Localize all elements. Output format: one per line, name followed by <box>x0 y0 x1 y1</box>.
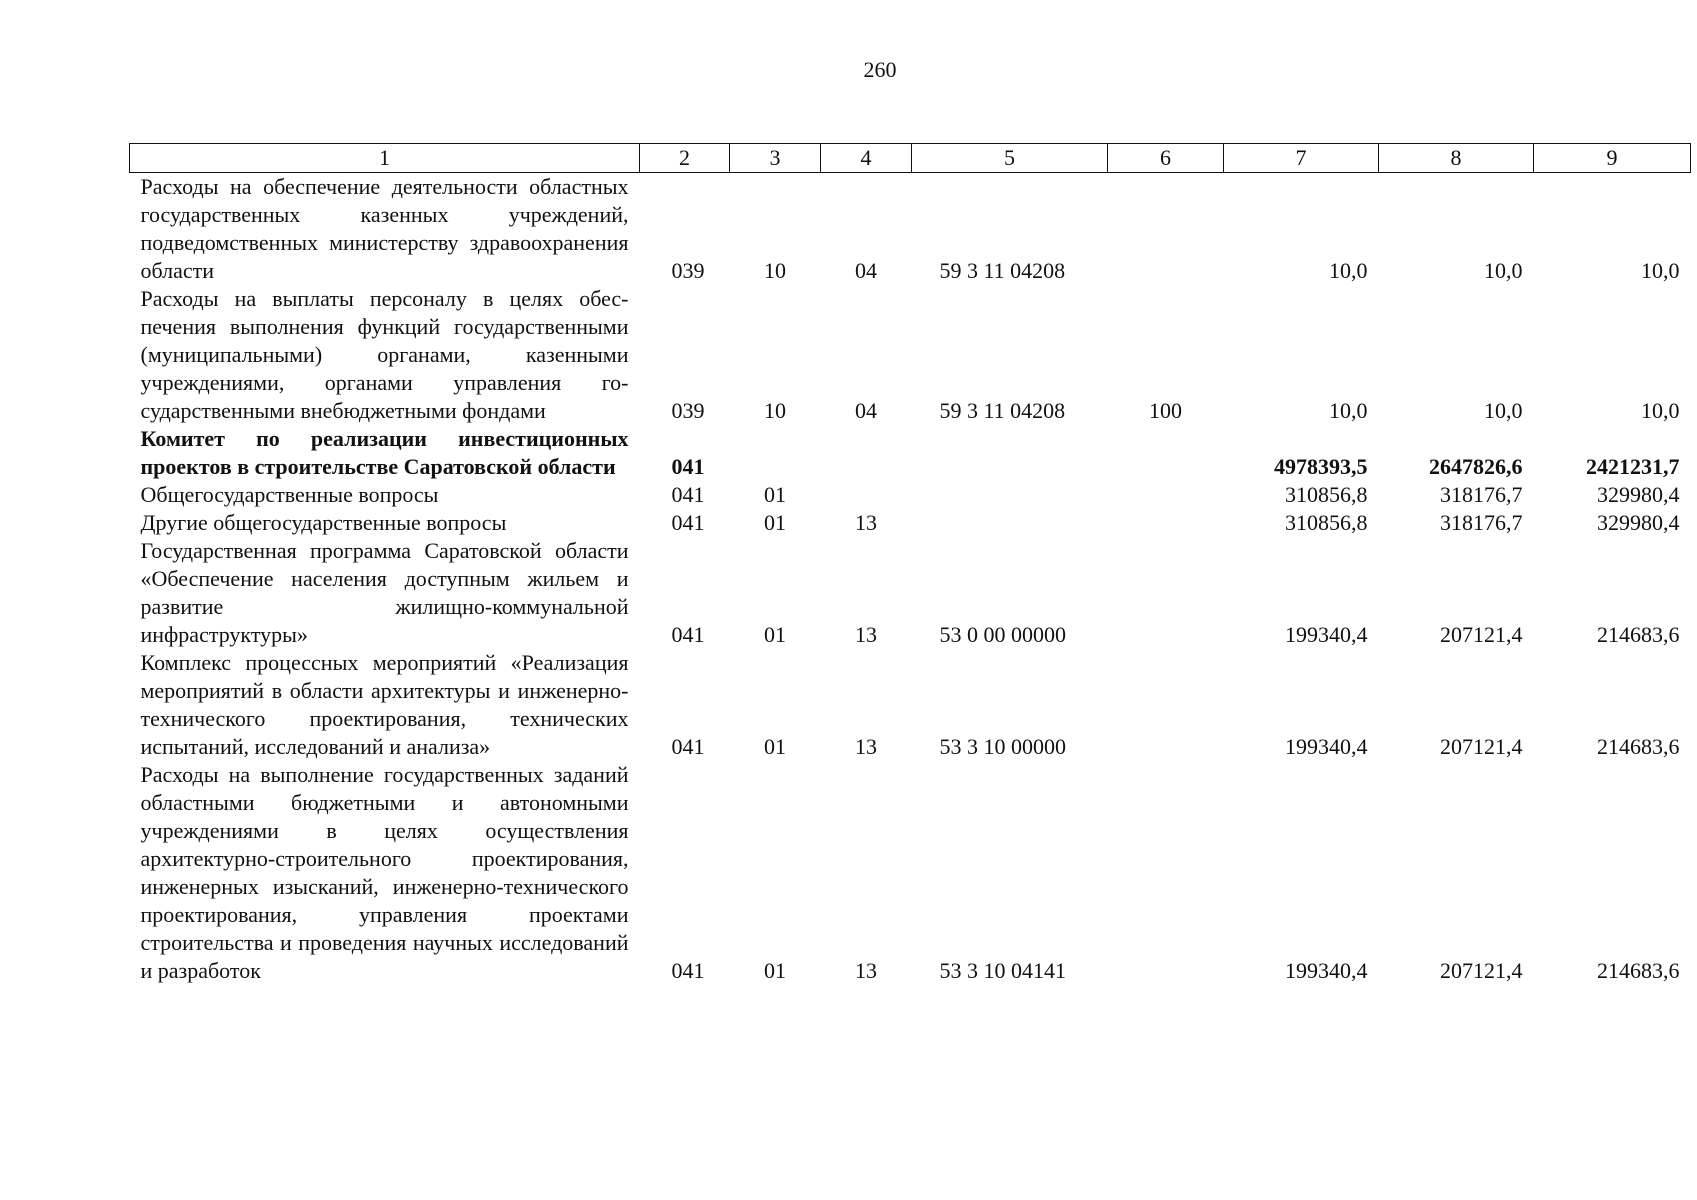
row-subsection-code: 04 <box>855 258 877 283</box>
row-section-code: 01 <box>764 734 786 759</box>
row-amount-year-2: 10,0 <box>1484 258 1523 283</box>
row-amount-year-2: 207121,4 <box>1440 958 1523 983</box>
row-description: Общегосударственные вопросы <box>140 482 439 507</box>
row-target-article: 53 3 10 00000 <box>939 734 1066 759</box>
row-amount-year-3: 214683,6 <box>1597 622 1680 647</box>
row-amount-year-3: 214683,6 <box>1597 734 1680 759</box>
row-subsection-code: 13 <box>855 734 877 759</box>
row-target-article: 53 0 00 00000 <box>939 622 1066 647</box>
row-subsection-code: 13 <box>855 622 877 647</box>
row-ministry-code: 039 <box>671 258 705 283</box>
row-amount-year-1: 4978393,5 <box>1274 454 1368 479</box>
row-subsection-code <box>821 481 912 509</box>
row-expense-type <box>1108 173 1224 286</box>
row-ministry-code: 041 <box>671 958 705 983</box>
header-cell-7: 7 <box>1224 144 1379 173</box>
row-expense-type <box>1108 537 1224 649</box>
row-amount-year-3: 214683,6 <box>1597 958 1680 983</box>
row-ministry-code: 041 <box>671 454 705 479</box>
row-ministry-code: 041 <box>671 734 705 759</box>
page-number: 260 <box>863 57 897 82</box>
row-target-article <box>912 509 1108 537</box>
row-amount-year-1: 199340,4 <box>1285 622 1368 647</box>
row-expense-type <box>1108 509 1224 537</box>
row-expense-type <box>1108 649 1224 761</box>
row-description: Расходы на выполнение государственных заданий областными бюджетными и автономными учреждениями в целях осуществления архитектурно-строительного проектирования, инженерных изысканий, инженерно-технического проектирования, управления проектами строительства и проведения научных исследований и разработок <box>140 762 629 983</box>
row-ministry-code: 041 <box>671 510 705 535</box>
row-description: Другие общегосударственные вопросы <box>140 510 507 535</box>
row-amount-year-3: 10,0 <box>1641 398 1680 423</box>
header-cell-2: 2 <box>640 144 730 173</box>
row-target-article <box>912 425 1108 481</box>
row-amount-year-2: 318176,7 <box>1440 482 1523 507</box>
table-row <box>130 537 1691 649</box>
row-amount-year-3: 2421231,7 <box>1586 454 1680 479</box>
row-description: Расходы на обеспечение деятельности областных государственных казенных учреждений, подведомственных министерству здравоохранения области <box>140 174 629 283</box>
row-expense-type: 100 <box>1149 398 1182 423</box>
header-cell-9: 9 <box>1534 144 1691 173</box>
row-amount-year-1: 10,0 <box>1329 398 1368 423</box>
row-ministry-code: 041 <box>671 622 705 647</box>
table-row <box>130 509 1691 537</box>
header-cell-4: 4 <box>821 144 912 173</box>
row-amount-year-2: 10,0 <box>1484 398 1523 423</box>
header-cell-6: 6 <box>1108 144 1224 173</box>
row-target-article: 59 3 11 04208 <box>939 398 1066 423</box>
row-amount-year-2: 207121,4 <box>1440 734 1523 759</box>
row-amount-year-3: 329980,4 <box>1597 482 1680 507</box>
table-row <box>130 285 1691 425</box>
row-amount-year-2: 318176,7 <box>1440 510 1523 535</box>
row-section-code: 10 <box>764 258 786 283</box>
row-section-code: 01 <box>764 958 786 983</box>
row-subsection-code: 13 <box>855 510 877 535</box>
row-section-code: 10 <box>764 398 786 423</box>
row-amount-year-1: 199340,4 <box>1285 958 1368 983</box>
row-amount-year-3: 10,0 <box>1641 258 1680 283</box>
table-row <box>130 761 1691 985</box>
row-ministry-code: 039 <box>671 398 705 423</box>
row-amount-year-2: 207121,4 <box>1440 622 1523 647</box>
row-subsection-code: 13 <box>855 958 877 983</box>
row-amount-year-1: 199340,4 <box>1285 734 1368 759</box>
header-cell-5: 5 <box>912 144 1108 173</box>
row-subsection-code: 04 <box>855 398 877 423</box>
row-amount-year-1: 10,0 <box>1329 258 1368 283</box>
table-header-row <box>130 144 1691 173</box>
row-description: Комитет по реализации инвестиционных проектов в строительстве Саратовской области <box>140 426 629 479</box>
header-cell-1: 1 <box>130 144 640 173</box>
table-row <box>130 425 1691 481</box>
table-row <box>130 649 1691 761</box>
row-target-article <box>912 481 1108 509</box>
row-section-code <box>730 425 821 481</box>
table-row <box>130 481 1691 509</box>
row-amount-year-3: 329980,4 <box>1597 510 1680 535</box>
row-expense-type <box>1108 761 1224 985</box>
header-cell-8: 8 <box>1379 144 1534 173</box>
row-expense-type <box>1108 425 1224 481</box>
budget-table <box>129 143 1691 985</box>
row-section-code: 01 <box>764 510 786 535</box>
header-cell-3: 3 <box>730 144 821 173</box>
row-section-code: 01 <box>764 482 786 507</box>
table-row <box>130 173 1691 286</box>
row-section-code: 01 <box>764 622 786 647</box>
row-amount-year-2: 2647826,6 <box>1429 454 1523 479</box>
row-amount-year-1: 310856,8 <box>1285 482 1368 507</box>
row-expense-type <box>1108 481 1224 509</box>
row-description: Комплекс процессных мероприятий «Реализация мероприятий в области архитектуры и инженерно-технического проектирования, технических испытаний, исследований и анализа» <box>140 650 629 759</box>
row-target-article: 53 3 10 04141 <box>939 958 1066 983</box>
row-ministry-code: 041 <box>671 482 705 507</box>
row-amount-year-1: 310856,8 <box>1285 510 1368 535</box>
row-subsection-code <box>821 425 912 481</box>
row-description: Государственная программа Саратовской области «Обеспечение населения доступным жильем и развитие жилищно-коммунальной инфраструктуры» <box>140 538 629 647</box>
row-target-article: 59 3 11 04208 <box>939 258 1066 283</box>
row-description: Расходы на выплаты персоналу в целях обеспечения выполнения функций государственными (муниципальными) органами, казенными учреждениями, органами управления государственными внебюджетными фондами <box>140 286 629 423</box>
